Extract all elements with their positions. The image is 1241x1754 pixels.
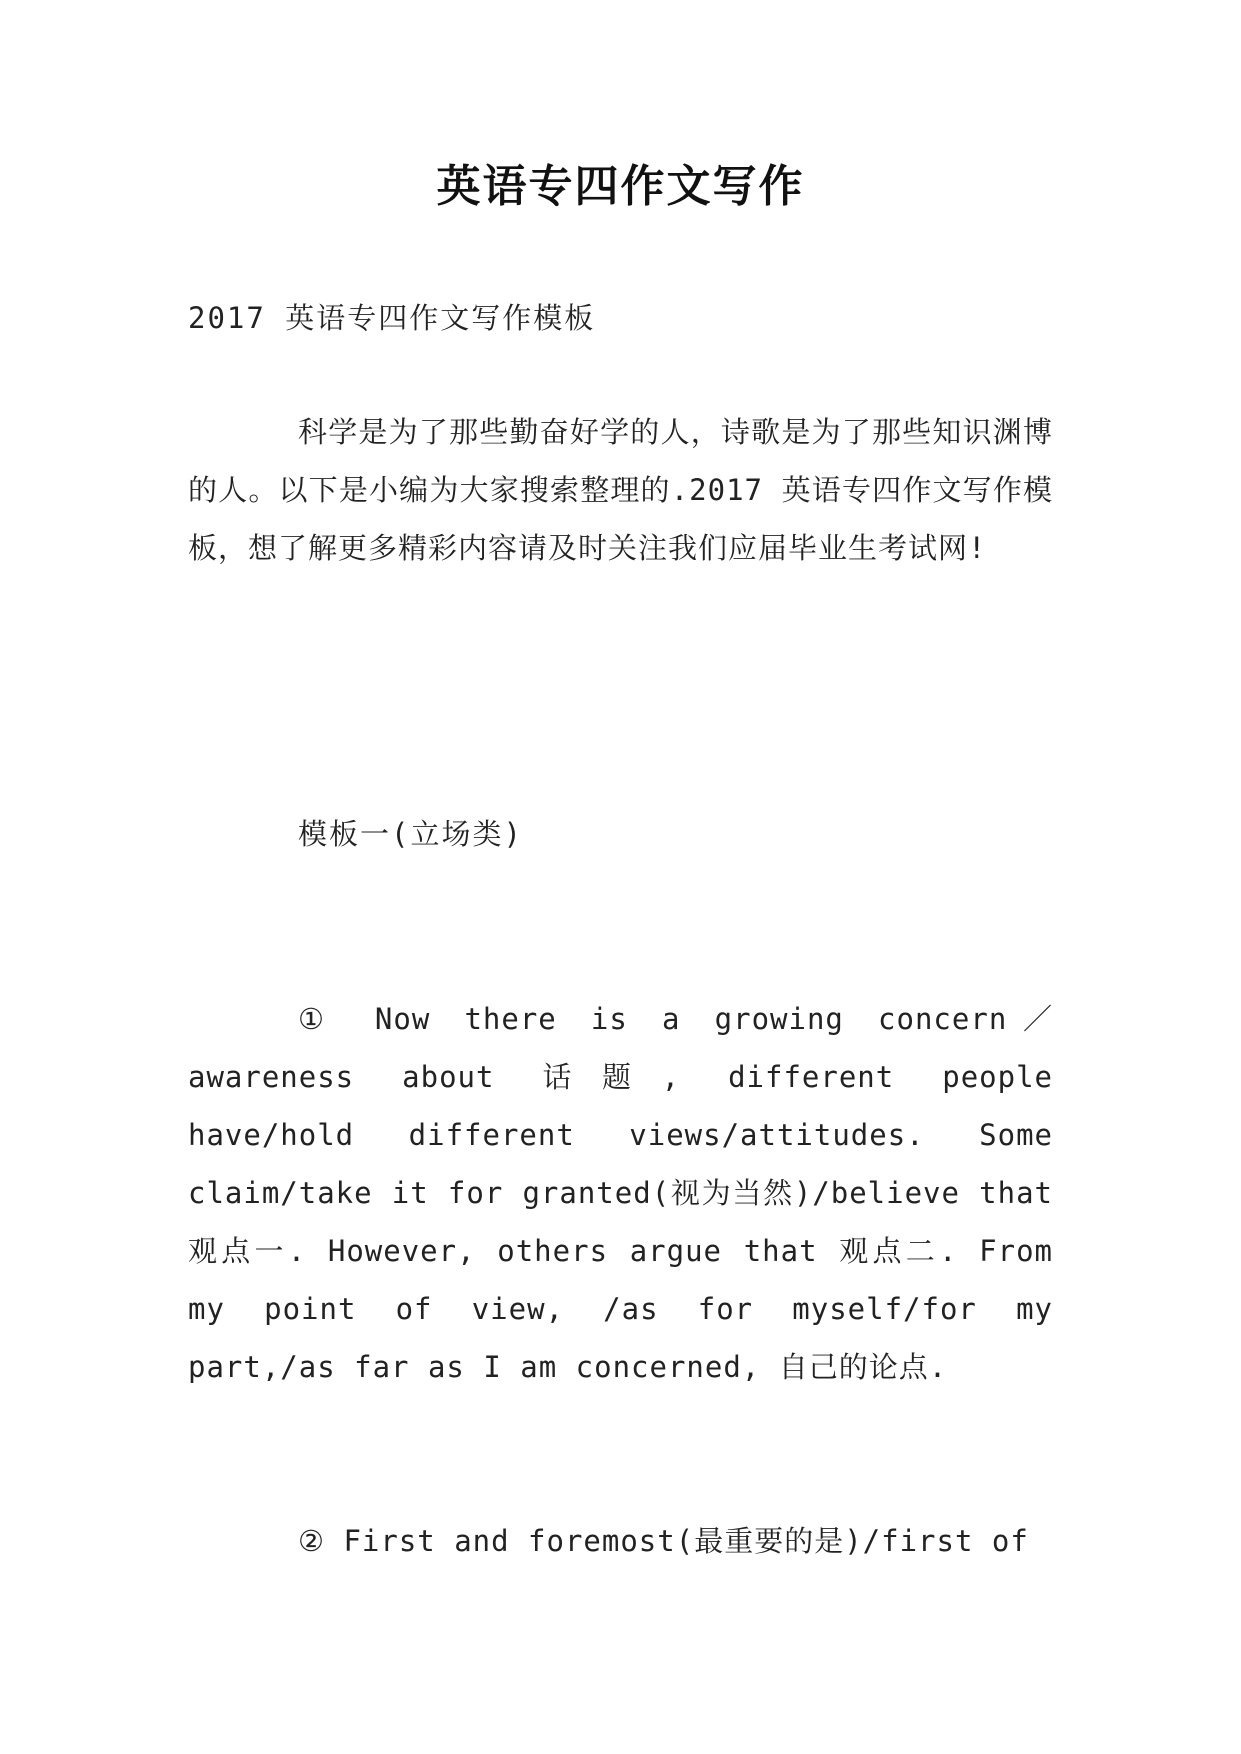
document-title: 英语专四作文写作 xyxy=(436,161,805,212)
document-subtitle: 2017 英语专四作文写作模板 xyxy=(188,301,596,335)
intro-paragraph: 科学是为了那些勤奋好学的人，诗歌是为了那些知识渊博的人。以下是小编为大家搜索整理的.2017 英语专四作文写作模板，想了解更多精彩内容请及时关注我们应届毕业生考试网! xyxy=(188,415,1053,565)
template-paragraph-1: ① Now there is a growing concern／awareness about 话题, different people have/hold different views/attitudes. Some claim/take it for granted(视为当然)/believe that 观点一. However, others argue that 观点二. From my point of view, /as for myself/for my part,/as far as I am concerned, 自己的论点. xyxy=(188,1002,1053,1384)
section-heading: 模板一(立场类) xyxy=(298,817,523,851)
template-paragraph-2: ② First and foremost(最重要的是)/first of xyxy=(298,1524,1029,1558)
